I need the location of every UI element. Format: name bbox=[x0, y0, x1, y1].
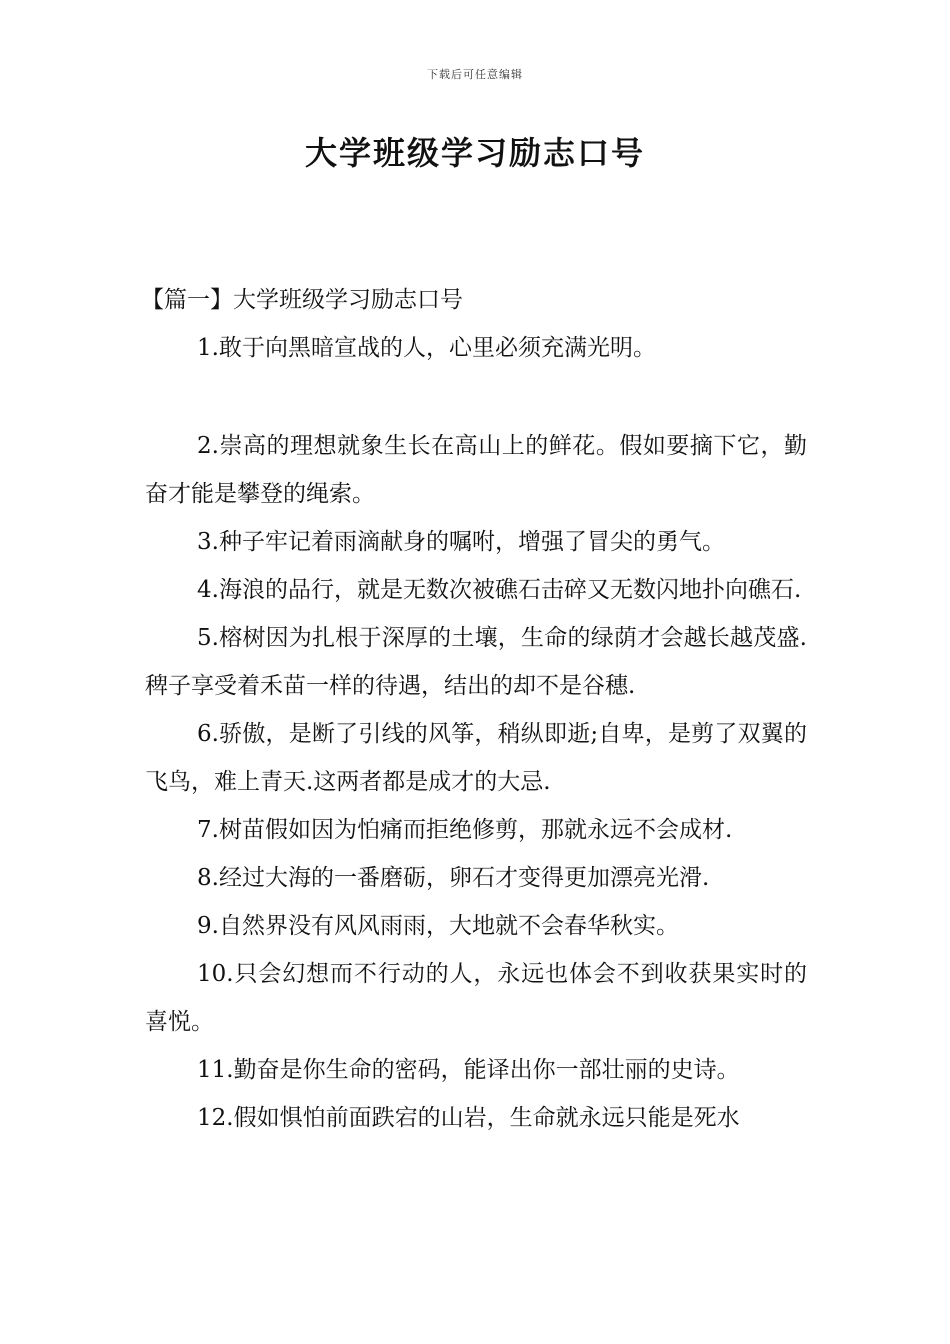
slogan-item: 12.假如惧怕前面跌宕的山岩，生命就永远只能是死水 bbox=[197, 1105, 740, 1131]
document-title: 大学班级学习励志口号 bbox=[304, 134, 645, 172]
slogan-item: 5.榕树因为扎根于深厚的土壤，生命的绿荫才会越长越茂盛.稗子享受着禾苗一样的待遇，结出的却不是谷穗. bbox=[145, 625, 807, 699]
slogan-item: 7.树苗假如因为怕痛而拒绝修剪，那就永远不会成材. bbox=[197, 817, 733, 843]
slogan-item: 3.种子牢记着雨滴献身的嘱咐，增强了冒尖的勇气。 bbox=[197, 529, 725, 555]
document-body bbox=[141, 280, 807, 1142]
section-heading: 【篇一】大学班级学习励志口号 bbox=[141, 287, 463, 313]
slogan-item: 4.海浪的品行，就是无数次被礁石击碎又无数闪地扑向礁石. bbox=[197, 577, 802, 603]
slogan-item: 8.经过大海的一番磨砺，卵石才变得更加漂亮光滑. bbox=[197, 865, 710, 891]
slogan-item: 11.勤奋是你生命的密码，能译出你一部壮丽的史诗。 bbox=[197, 1057, 740, 1083]
slogan-item: 9.自然界没有风风雨雨，大地就不会春华秋实。 bbox=[197, 913, 679, 939]
slogan-item: 10.只会幻想而不行动的人，永远也体会不到收获果实时的喜悦。 bbox=[145, 961, 807, 1035]
slogan-item: 2.崇高的理想就象生长在高山上的鲜花。假如要摘下它，勤奋才能是攀登的绳索。 bbox=[145, 433, 807, 507]
slogan-item: 1.敢于向黑暗宣战的人，心里必须充满光明。 bbox=[197, 335, 656, 361]
header-note: 下载后可任意编辑 bbox=[427, 68, 523, 81]
slogan-item: 6.骄傲，是断了引线的风筝，稍纵即逝;自卑，是剪了双翼的飞鸟，难上青天.这两者都是成才的大忌. bbox=[145, 721, 807, 795]
